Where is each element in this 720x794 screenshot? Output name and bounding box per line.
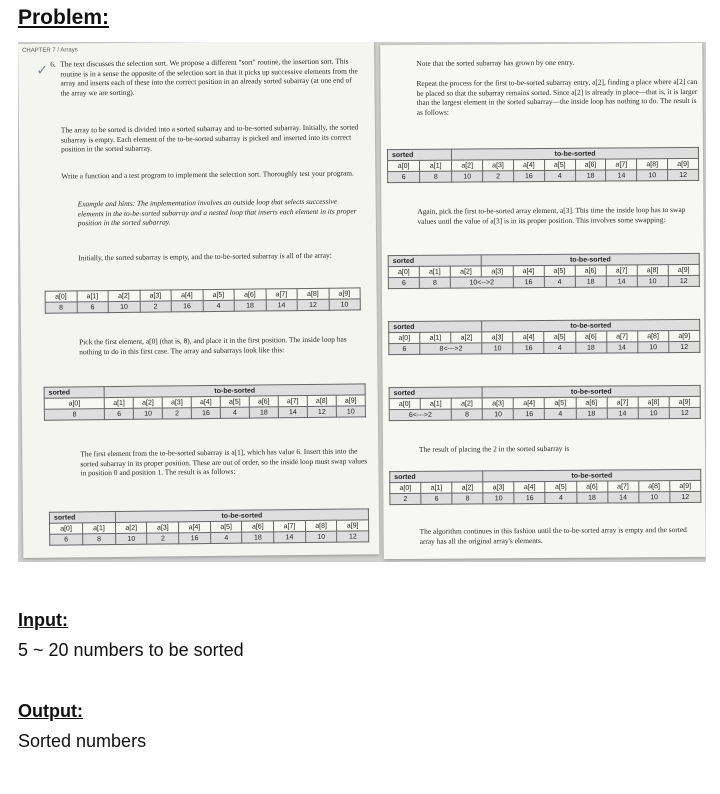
value-cell: 16 <box>513 276 544 287</box>
index-label: a[1] <box>82 523 115 534</box>
value-cell: 14 <box>606 342 637 353</box>
index-label: a[2] <box>452 482 483 493</box>
value-row <box>389 407 700 420</box>
sorted-label: sorted <box>387 149 451 160</box>
value-cell: 10 <box>134 408 163 419</box>
right-paragraph-2: Repeat the process for the first to-be-sorted subarray entry, a[2], finding a place where a[2] can be placed so that the subarray remains sorted. Since a[2] is already in place—that is, it is larger than the largest element in the sorted subarray—the inside loop has nothing to do. The result is as follows: <box>416 76 698 117</box>
index-label: a[4] <box>191 396 220 407</box>
value-cell: 16 <box>191 407 220 418</box>
value-cell: 2 <box>140 301 172 312</box>
index-label: a[9] <box>669 396 700 407</box>
value-cell: 10 <box>483 493 514 504</box>
value-cell: 10 <box>637 170 668 181</box>
value-cell: 10 <box>638 408 669 419</box>
value-row <box>389 341 700 354</box>
input-text: 5 ~ 20 numbers to be sorted <box>18 640 244 660</box>
index-label: a[7] <box>606 159 637 170</box>
value-cell: 16 <box>179 533 211 544</box>
index-label: a[1] <box>420 332 451 343</box>
index-label: a[5] <box>203 289 235 300</box>
value-cell: 10 <box>452 171 483 182</box>
value-cell: 10 <box>637 276 668 287</box>
value-cell: 2 <box>390 493 421 504</box>
input-heading: Input: <box>18 610 68 630</box>
value-cell: 14 <box>606 170 637 181</box>
index-label: a[0] <box>389 332 420 343</box>
value-cell: 18 <box>242 532 274 543</box>
index-label: a[6] <box>234 289 266 300</box>
index-label: a[0] <box>44 398 104 410</box>
index-label: a[1] <box>421 482 452 493</box>
index-label: a[7] <box>607 397 638 408</box>
value-cell: 6 <box>388 171 420 182</box>
index-label: a[9] <box>337 520 369 531</box>
to-be-sorted-label: to-be-sorted <box>482 253 700 266</box>
value-cell: 14 <box>266 300 298 311</box>
value-cell: 4 <box>544 276 575 287</box>
index-label: a[8] <box>637 331 668 342</box>
value-cell: 10 <box>108 301 140 312</box>
index-label: a[8] <box>307 395 336 406</box>
value-cell: 6<--->2 <box>389 409 451 420</box>
index-label: a[5] <box>544 159 575 170</box>
index-label: a[5] <box>220 396 249 407</box>
index-label: a[3] <box>140 290 172 301</box>
index-label: a[2] <box>133 397 162 408</box>
to-be-sorted-label: to-be-sorted <box>483 469 701 482</box>
value-cell: 10 <box>115 533 147 544</box>
output-text: Sorted numbers <box>18 731 147 751</box>
value-cell: 12 <box>337 531 369 542</box>
value-cell: 6 <box>105 408 134 419</box>
value-cell: 18 <box>575 342 606 353</box>
right-paragraph-3: Again, pick the first to-be-sorted array element, a[3]. This time the inside loop has to swap values until the value of a[3] is in its proper position. This involves some swapping: <box>417 205 686 226</box>
index-label: a[8] <box>637 159 668 170</box>
value-cell: 8 <box>419 277 450 288</box>
index-label: a[0] <box>390 482 421 493</box>
value-row <box>44 406 365 420</box>
value-cell: 16 <box>514 492 545 503</box>
value-cell: 2 <box>147 533 179 544</box>
value-cell: 12 <box>307 406 336 417</box>
right-paragraph-4: The result of placing the 2 in the sorted subarray is <box>419 443 570 454</box>
index-label: a[0] <box>45 291 77 302</box>
value-cell: 10 <box>482 343 513 354</box>
left-page <box>18 42 379 558</box>
value-cell: 6 <box>421 493 452 504</box>
value-cell: 16 <box>513 170 544 181</box>
index-label: a[8] <box>297 288 329 299</box>
index-label: a[5] <box>545 397 576 408</box>
index-label: a[4] <box>514 481 545 492</box>
left-paragraph-4: Example and hints: The implementation involves an outside loop that selects successive elements in the to-be-sorted subarray and a nested loop that inserts each element in its proper position in the sorted subarray. <box>77 196 357 228</box>
problem-heading: Problem: <box>18 6 110 29</box>
value-cell: 18 <box>234 300 266 311</box>
index-label: a[4] <box>514 397 545 408</box>
index-label: a[9] <box>668 264 699 275</box>
index-label: a[7] <box>606 331 637 342</box>
array-table-swap3 <box>389 385 701 421</box>
value-cell: 10<-->2 <box>450 277 513 288</box>
value-cell: 18 <box>575 276 606 287</box>
index-label: a[6] <box>575 331 606 342</box>
value-cell: 16 <box>513 342 544 353</box>
index-label: a[7] <box>606 265 637 276</box>
value-cell: 10 <box>305 531 337 542</box>
to-be-sorted-label: to-be-sorted <box>482 385 700 398</box>
index-label: a[1] <box>77 291 109 302</box>
sorted-label: sorted <box>389 321 482 333</box>
index-label: a[0] <box>389 398 420 409</box>
value-cell: 2 <box>163 408 192 419</box>
value-cell: 12 <box>669 341 700 352</box>
value-cell: 8 <box>452 493 483 504</box>
value-cell: 6 <box>50 534 83 545</box>
value-cell: 16 <box>171 301 203 312</box>
exercise-number: 6. <box>50 59 56 69</box>
value-cell: 4 <box>203 300 235 311</box>
value-cell: 14 <box>607 492 638 503</box>
array-table-swap1 <box>388 253 700 289</box>
value-cell: 8<--->2 <box>420 343 482 354</box>
index-label: a[3] <box>483 160 514 171</box>
sorted-label: sorted <box>389 387 482 399</box>
value-cell: 4 <box>545 408 576 419</box>
left-paragraph-2: The array to be sorted is divided into a sorted subarray and to-be-sorted subarray. Initially, the sorted subarray is empty. Each element of the to-be-sorted subarray is picked and inserted into its correct position in the sorted subarray. <box>60 122 359 154</box>
value-cell: 12 <box>668 169 699 180</box>
to-be-sorted-label: to-be-sorted <box>482 319 700 332</box>
sorted-label: sorted <box>49 512 115 524</box>
value-cell: 4 <box>210 532 242 543</box>
index-label: a[0] <box>388 160 420 171</box>
index-label: a[1] <box>419 266 450 277</box>
check-mark-icon: ✓ <box>36 61 49 78</box>
index-label: a[8] <box>637 265 668 276</box>
index-label: a[8] <box>639 481 670 492</box>
index-label: a[1] <box>104 397 133 408</box>
value-cell: 8 <box>45 302 77 313</box>
index-label: a[3] <box>147 522 179 533</box>
index-label: a[3] <box>162 397 191 408</box>
array-table-swap2 <box>388 319 700 355</box>
array-table-step3 <box>387 147 699 183</box>
output-heading: Output: <box>18 701 83 721</box>
value-cell: 12 <box>670 491 701 502</box>
left-paragraph-5: Initially, the sorted subarray is empty, and the to-be-sorted subarray is all of the array: <box>78 250 332 263</box>
value-cell: 6 <box>389 343 420 354</box>
index-label: a[7] <box>274 521 306 532</box>
right-paragraph-5: The algorithm continues in this fashion until the to-be-sorted array is empty and the sorted array has all the original array's elements. <box>419 525 687 546</box>
index-label: a[7] <box>278 395 307 406</box>
index-label: a[9] <box>669 330 700 341</box>
index-label: a[7] <box>266 289 298 300</box>
index-label: a[4] <box>171 290 203 301</box>
value-cell: 14 <box>274 532 306 543</box>
value-cell: 12 <box>668 275 699 286</box>
value-row <box>50 531 369 545</box>
index-label: a[4] <box>513 159 544 170</box>
index-label: a[1] <box>420 160 452 171</box>
to-be-sorted-label: to-be-sorted <box>452 147 699 160</box>
value-row <box>45 299 360 313</box>
left-paragraph-7: The first element from the to-be-sorted subarray is a[1], which has value 6. Insert this into the sorted subarray in its proper position. These are out of order, so the inside loop must swap values in position 0 and position 1. The result is as follows: <box>80 446 368 478</box>
index-label: a[0] <box>388 266 419 277</box>
value-cell: 4 <box>545 492 576 503</box>
value-cell: 18 <box>575 170 606 181</box>
index-label: a[6] <box>249 396 278 407</box>
array-table-initial <box>45 287 361 313</box>
sorted-label: sorted <box>390 471 483 483</box>
value-cell: 12 <box>297 299 329 310</box>
value-row <box>388 169 699 182</box>
value-cell: 14 <box>606 276 637 287</box>
index-label: a[5] <box>544 265 575 276</box>
value-cell: 12 <box>669 407 700 418</box>
value-row <box>388 275 699 288</box>
right-page <box>380 43 706 559</box>
value-cell: 4 <box>544 342 575 353</box>
value-cell: 8 <box>420 171 452 182</box>
right-paragraph-1: Note that the sorted subarray has grown by one entry. <box>416 57 575 68</box>
index-label: a[6] <box>576 481 607 492</box>
index-label: a[9] <box>329 288 361 299</box>
textbook-photo <box>18 42 706 562</box>
index-label: a[3] <box>483 482 514 493</box>
value-cell: 8 <box>44 409 104 421</box>
index-label: a[2] <box>108 290 140 301</box>
to-be-sorted-label: to-be-sorted <box>104 384 365 398</box>
sorted-label: sorted <box>388 255 481 267</box>
value-cell: 10 <box>329 299 361 310</box>
index-label: a[2] <box>450 266 481 277</box>
array-table-result <box>389 469 701 505</box>
value-cell: 4 <box>544 170 575 181</box>
sorted-label: sorted <box>44 387 104 399</box>
index-label: a[3] <box>482 398 513 409</box>
index-label: a[8] <box>638 397 669 408</box>
value-cell: 8 <box>451 409 482 420</box>
index-label: a[1] <box>420 398 451 409</box>
value-cell: 18 <box>576 408 607 419</box>
index-label: a[2] <box>115 522 147 533</box>
index-label: a[3] <box>482 332 513 343</box>
value-cell: 10 <box>483 409 514 420</box>
index-label: a[5] <box>544 331 575 342</box>
value-cell: 4 <box>220 407 249 418</box>
index-label: a[4] <box>513 265 544 276</box>
index-label: a[5] <box>210 521 242 532</box>
index-label: a[2] <box>451 332 482 343</box>
value-cell: 16 <box>514 408 545 419</box>
index-label: a[0] <box>50 523 83 534</box>
index-label: a[4] <box>513 331 544 342</box>
value-cell: 14 <box>607 408 638 419</box>
index-label: a[2] <box>452 160 483 171</box>
index-label: a[2] <box>451 398 482 409</box>
index-label: a[6] <box>575 159 606 170</box>
index-label: a[3] <box>482 266 513 277</box>
value-cell: 2 <box>483 171 514 182</box>
left-paragraph-1: The text discusses the selection sort. We propose a different "sort" routine, the insertion sort. This routine is in a sense the opposite of the selection sort in that it picks up successive elements from the array and inserts each of these into the correct position in an already sorted subarray (at one end of the array we are sorting). <box>60 56 358 98</box>
array-table-step2 <box>49 508 369 545</box>
value-cell: 18 <box>249 407 278 418</box>
value-cell: 10 <box>336 406 365 417</box>
value-cell: 6 <box>388 277 419 288</box>
left-paragraph-6: Pick the first element, a[0] (that is, 8), and place it in the first position. The inside loop has nothing to do in this first case. The array and subarrays look like this: <box>79 334 347 356</box>
index-label: a[9] <box>670 480 701 491</box>
index-label: a[6] <box>242 521 274 532</box>
value-cell: 8 <box>83 534 116 545</box>
index-label: a[9] <box>336 395 365 406</box>
index-label: a[6] <box>575 265 606 276</box>
left-paragraph-3: Write a function and a test program to implement the selection sort. Thoroughly test your program. <box>61 168 354 181</box>
index-label: a[4] <box>179 522 211 533</box>
index-label: a[9] <box>668 158 699 169</box>
array-table-step1 <box>44 383 366 420</box>
value-cell: 14 <box>278 406 307 417</box>
value-cell: 6 <box>77 302 109 313</box>
index-label: a[6] <box>576 397 607 408</box>
index-label: a[8] <box>305 520 337 531</box>
value-cell: 10 <box>639 492 670 503</box>
value-row <box>390 491 701 504</box>
index-label: a[7] <box>607 481 638 492</box>
to-be-sorted-label: to-be-sorted <box>115 509 368 523</box>
chapter-header: CHAPTER 7 / Arrays <box>22 47 78 54</box>
value-cell: 18 <box>576 492 607 503</box>
index-label: a[5] <box>545 481 576 492</box>
value-cell: 10 <box>638 342 669 353</box>
